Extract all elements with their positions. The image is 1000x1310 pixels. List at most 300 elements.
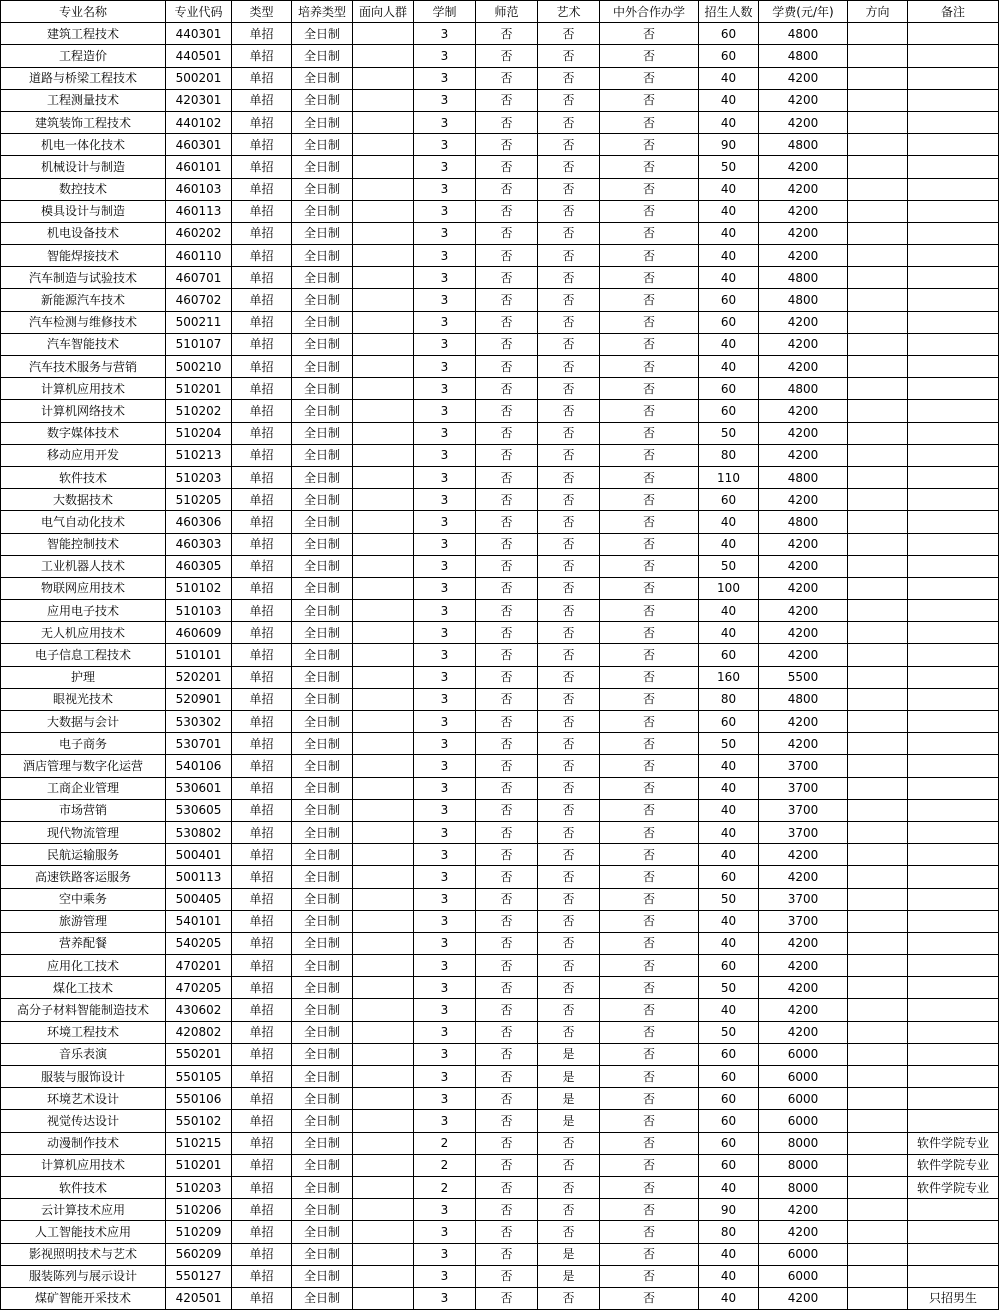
cell-training-type: 全日制 — [292, 1154, 353, 1176]
cell-training-type: 全日制 — [292, 622, 353, 644]
cell-sino-foreign: 否 — [600, 1176, 699, 1198]
cell-tuition: 4200 — [759, 356, 848, 378]
cell-major-code: 510206 — [166, 1199, 232, 1221]
cell-remarks — [908, 777, 999, 799]
cell-type: 单招 — [232, 311, 292, 333]
cell-remarks — [908, 311, 999, 333]
cell-enrollment: 60 — [699, 289, 759, 311]
cell-remarks — [908, 533, 999, 555]
cell-tuition: 4200 — [759, 200, 848, 222]
cell-type: 单招 — [232, 821, 292, 843]
cell-sino-foreign: 否 — [600, 799, 699, 821]
cell-target-group — [353, 67, 414, 89]
cell-enrollment: 60 — [699, 311, 759, 333]
header-major-code: 专业代码 — [166, 1, 232, 23]
cell-major-name: 工程测量技术 — [1, 89, 166, 111]
cell-type: 单招 — [232, 999, 292, 1021]
cell-target-group — [353, 777, 414, 799]
table-row — [1, 755, 999, 777]
cell-enrollment: 90 — [699, 1199, 759, 1221]
cell-major-code: 530802 — [166, 821, 232, 843]
cell-major-code: 540101 — [166, 910, 232, 932]
cell-art: 否 — [538, 1176, 600, 1198]
table-row — [1, 555, 999, 577]
cell-major-name: 动漫制作技术 — [1, 1132, 166, 1154]
cell-sino-foreign: 否 — [600, 1088, 699, 1110]
cell-target-group — [353, 1199, 414, 1221]
cell-major-code: 510213 — [166, 444, 232, 466]
cell-art: 否 — [538, 23, 600, 45]
cell-direction — [848, 733, 908, 755]
cell-target-group — [353, 245, 414, 267]
cell-training-type: 全日制 — [292, 1066, 353, 1088]
cell-type: 单招 — [232, 666, 292, 688]
table-row — [1, 666, 999, 688]
cell-art: 是 — [538, 1066, 600, 1088]
cell-art: 否 — [538, 932, 600, 954]
cell-training-type: 全日制 — [292, 666, 353, 688]
cell-normal-school: 否 — [476, 821, 538, 843]
cell-normal-school: 否 — [476, 289, 538, 311]
cell-remarks — [908, 577, 999, 599]
cell-duration: 3 — [414, 1043, 476, 1065]
cell-sino-foreign: 否 — [600, 289, 699, 311]
cell-enrollment: 40 — [699, 89, 759, 111]
cell-major-code: 470201 — [166, 955, 232, 977]
cell-major-name: 建筑装饰工程技术 — [1, 111, 166, 133]
cell-remarks: 软件学院专业 — [908, 1154, 999, 1176]
cell-major-name: 高分子材料智能制造技术 — [1, 999, 166, 1021]
cell-direction — [848, 1021, 908, 1043]
cell-enrollment: 40 — [699, 600, 759, 622]
cell-enrollment: 40 — [699, 511, 759, 533]
cell-enrollment: 40 — [699, 222, 759, 244]
cell-training-type: 全日制 — [292, 577, 353, 599]
cell-remarks — [908, 644, 999, 666]
cell-sino-foreign: 否 — [600, 1265, 699, 1287]
cell-type: 单招 — [232, 777, 292, 799]
cell-art: 是 — [538, 1043, 600, 1065]
cell-art: 否 — [538, 999, 600, 1021]
cell-normal-school: 否 — [476, 1021, 538, 1043]
cell-normal-school: 否 — [476, 400, 538, 422]
table-row — [1, 977, 999, 999]
cell-major-code: 510102 — [166, 577, 232, 599]
cell-training-type: 全日制 — [292, 733, 353, 755]
cell-art: 否 — [538, 489, 600, 511]
cell-remarks — [908, 711, 999, 733]
cell-training-type: 全日制 — [292, 1243, 353, 1265]
cell-training-type: 全日制 — [292, 267, 353, 289]
cell-duration: 3 — [414, 533, 476, 555]
cell-duration: 3 — [414, 311, 476, 333]
cell-major-name: 影视照明技术与艺术 — [1, 1243, 166, 1265]
cell-remarks — [908, 999, 999, 1021]
cell-direction — [848, 1110, 908, 1132]
cell-training-type: 全日制 — [292, 111, 353, 133]
cell-duration: 3 — [414, 489, 476, 511]
cell-major-name: 汽车技术服务与营销 — [1, 356, 166, 378]
cell-type: 单招 — [232, 111, 292, 133]
cell-training-type: 全日制 — [292, 511, 353, 533]
cell-duration: 3 — [414, 622, 476, 644]
cell-tuition: 4200 — [759, 932, 848, 954]
cell-art: 否 — [538, 977, 600, 999]
header-remarks: 备注 — [908, 1, 999, 23]
cell-sino-foreign: 否 — [600, 466, 699, 488]
cell-training-type: 全日制 — [292, 755, 353, 777]
cell-target-group — [353, 156, 414, 178]
cell-major-name: 煤矿智能开采技术 — [1, 1287, 166, 1309]
cell-duration: 3 — [414, 400, 476, 422]
cell-training-type: 全日制 — [292, 400, 353, 422]
cell-art: 否 — [538, 844, 600, 866]
cell-enrollment: 60 — [699, 1154, 759, 1176]
cell-major-code: 460101 — [166, 156, 232, 178]
cell-normal-school: 否 — [476, 1287, 538, 1309]
cell-enrollment: 40 — [699, 533, 759, 555]
cell-duration: 3 — [414, 866, 476, 888]
cell-direction — [848, 977, 908, 999]
cell-major-name: 音乐表演 — [1, 1043, 166, 1065]
cell-direction — [848, 1043, 908, 1065]
cell-tuition: 4200 — [759, 1021, 848, 1043]
cell-direction — [848, 511, 908, 533]
cell-direction — [848, 289, 908, 311]
cell-direction — [848, 200, 908, 222]
cell-target-group — [353, 1287, 414, 1309]
cell-art: 否 — [538, 289, 600, 311]
cell-tuition: 4200 — [759, 156, 848, 178]
cell-duration: 3 — [414, 955, 476, 977]
cell-target-group — [353, 688, 414, 710]
cell-target-group — [353, 444, 414, 466]
cell-remarks — [908, 1199, 999, 1221]
cell-target-group — [353, 666, 414, 688]
cell-type: 单招 — [232, 489, 292, 511]
cell-sino-foreign: 否 — [600, 821, 699, 843]
table-row — [1, 910, 999, 932]
cell-direction — [848, 1287, 908, 1309]
cell-tuition: 3700 — [759, 888, 848, 910]
cell-direction — [848, 134, 908, 156]
cell-major-name: 大数据与会计 — [1, 711, 166, 733]
header-type: 类型 — [232, 1, 292, 23]
cell-art: 否 — [538, 644, 600, 666]
cell-direction — [848, 999, 908, 1021]
table-row — [1, 955, 999, 977]
cell-target-group — [353, 1176, 414, 1198]
cell-type: 单招 — [232, 156, 292, 178]
table-row — [1, 1243, 999, 1265]
table-row — [1, 577, 999, 599]
cell-type: 单招 — [232, 400, 292, 422]
cell-sino-foreign: 否 — [600, 755, 699, 777]
cell-tuition: 4200 — [759, 1221, 848, 1243]
cell-major-name: 工程造价 — [1, 45, 166, 67]
cell-normal-school: 否 — [476, 23, 538, 45]
cell-type: 单招 — [232, 910, 292, 932]
cell-duration: 3 — [414, 156, 476, 178]
cell-training-type: 全日制 — [292, 200, 353, 222]
cell-remarks — [908, 955, 999, 977]
cell-remarks — [908, 134, 999, 156]
cell-sino-foreign: 否 — [600, 1021, 699, 1043]
cell-remarks — [908, 733, 999, 755]
cell-remarks — [908, 844, 999, 866]
cell-sino-foreign: 否 — [600, 844, 699, 866]
cell-remarks — [908, 1066, 999, 1088]
cell-tuition: 4200 — [759, 245, 848, 267]
cell-major-name: 机电一体化技术 — [1, 134, 166, 156]
cell-normal-school: 否 — [476, 134, 538, 156]
cell-major-name: 视觉传达设计 — [1, 1110, 166, 1132]
cell-major-code: 530605 — [166, 799, 232, 821]
cell-enrollment: 40 — [699, 821, 759, 843]
table-header — [1, 1, 999, 23]
cell-enrollment: 40 — [699, 333, 759, 355]
cell-training-type: 全日制 — [292, 711, 353, 733]
cell-enrollment: 60 — [699, 400, 759, 422]
cell-duration: 3 — [414, 821, 476, 843]
cell-tuition: 4800 — [759, 23, 848, 45]
cell-art: 否 — [538, 955, 600, 977]
cell-target-group — [353, 1110, 414, 1132]
cell-tuition: 6000 — [759, 1243, 848, 1265]
cell-enrollment: 40 — [699, 267, 759, 289]
table-row — [1, 466, 999, 488]
cell-duration: 3 — [414, 932, 476, 954]
cell-type: 单招 — [232, 600, 292, 622]
cell-normal-school: 否 — [476, 511, 538, 533]
cell-art: 否 — [538, 666, 600, 688]
cell-remarks — [908, 555, 999, 577]
cell-normal-school: 否 — [476, 222, 538, 244]
table-row — [1, 821, 999, 843]
cell-sino-foreign: 否 — [600, 688, 699, 710]
cell-duration: 3 — [414, 777, 476, 799]
cell-direction — [848, 245, 908, 267]
cell-normal-school: 否 — [476, 555, 538, 577]
cell-direction — [848, 1132, 908, 1154]
cell-training-type: 全日制 — [292, 356, 353, 378]
cell-tuition: 4200 — [759, 333, 848, 355]
cell-type: 单招 — [232, 799, 292, 821]
cell-art: 是 — [538, 1265, 600, 1287]
cell-type: 单招 — [232, 555, 292, 577]
cell-tuition: 4800 — [759, 378, 848, 400]
cell-sino-foreign: 否 — [600, 910, 699, 932]
cell-training-type: 全日制 — [292, 1110, 353, 1132]
cell-enrollment: 60 — [699, 23, 759, 45]
cell-training-type: 全日制 — [292, 134, 353, 156]
cell-training-type: 全日制 — [292, 178, 353, 200]
cell-sino-foreign: 否 — [600, 977, 699, 999]
cell-type: 单招 — [232, 688, 292, 710]
cell-art: 否 — [538, 511, 600, 533]
table-row — [1, 400, 999, 422]
cell-direction — [848, 799, 908, 821]
cell-duration: 3 — [414, 999, 476, 1021]
cell-target-group — [353, 267, 414, 289]
table-row — [1, 45, 999, 67]
cell-duration: 3 — [414, 600, 476, 622]
cell-direction — [848, 67, 908, 89]
cell-training-type: 全日制 — [292, 777, 353, 799]
table-row — [1, 111, 999, 133]
cell-tuition: 4200 — [759, 89, 848, 111]
cell-sino-foreign: 否 — [600, 333, 699, 355]
cell-target-group — [353, 466, 414, 488]
cell-direction — [848, 644, 908, 666]
cell-training-type: 全日制 — [292, 1265, 353, 1287]
cell-type: 单招 — [232, 45, 292, 67]
cell-enrollment: 40 — [699, 1243, 759, 1265]
cell-normal-school: 否 — [476, 866, 538, 888]
cell-art: 是 — [538, 1088, 600, 1110]
table-row — [1, 333, 999, 355]
cell-sino-foreign: 否 — [600, 777, 699, 799]
cell-duration: 3 — [414, 267, 476, 289]
cell-training-type: 全日制 — [292, 444, 353, 466]
cell-remarks: 软件学院专业 — [908, 1176, 999, 1198]
cell-remarks: 只招男生 — [908, 1287, 999, 1309]
cell-target-group — [353, 134, 414, 156]
cell-tuition: 6000 — [759, 1088, 848, 1110]
cell-target-group — [353, 1265, 414, 1287]
cell-remarks — [908, 932, 999, 954]
cell-sino-foreign: 否 — [600, 999, 699, 1021]
cell-duration: 3 — [414, 111, 476, 133]
cell-major-code: 500210 — [166, 356, 232, 378]
header-normal-school: 师范 — [476, 1, 538, 23]
cell-tuition: 4200 — [759, 866, 848, 888]
cell-major-name: 汽车制造与试验技术 — [1, 267, 166, 289]
cell-remarks — [908, 1043, 999, 1065]
cell-target-group — [353, 955, 414, 977]
cell-target-group — [353, 422, 414, 444]
table-row — [1, 23, 999, 45]
cell-remarks — [908, 245, 999, 267]
table-row — [1, 1132, 999, 1154]
cell-type: 单招 — [232, 1021, 292, 1043]
cell-enrollment: 40 — [699, 67, 759, 89]
cell-direction — [848, 333, 908, 355]
cell-sino-foreign: 否 — [600, 555, 699, 577]
cell-normal-school: 否 — [476, 89, 538, 111]
cell-sino-foreign: 否 — [600, 23, 699, 45]
cell-major-code: 530601 — [166, 777, 232, 799]
cell-major-code: 550102 — [166, 1110, 232, 1132]
table-row — [1, 222, 999, 244]
cell-training-type: 全日制 — [292, 1043, 353, 1065]
cell-tuition: 8000 — [759, 1154, 848, 1176]
cell-normal-school: 否 — [476, 844, 538, 866]
cell-sino-foreign: 否 — [600, 1287, 699, 1309]
cell-target-group — [353, 333, 414, 355]
table-row — [1, 888, 999, 910]
table-row — [1, 600, 999, 622]
cell-major-code: 520901 — [166, 688, 232, 710]
cell-duration: 3 — [414, 688, 476, 710]
cell-training-type: 全日制 — [292, 156, 353, 178]
cell-duration: 3 — [414, 1287, 476, 1309]
cell-enrollment: 90 — [699, 134, 759, 156]
cell-normal-school: 否 — [476, 644, 538, 666]
cell-major-name: 工业机器人技术 — [1, 555, 166, 577]
cell-enrollment: 60 — [699, 866, 759, 888]
cell-duration: 3 — [414, 1110, 476, 1132]
table-row — [1, 688, 999, 710]
cell-enrollment: 80 — [699, 688, 759, 710]
table-row — [1, 844, 999, 866]
cell-remarks — [908, 1088, 999, 1110]
cell-tuition: 4200 — [759, 311, 848, 333]
table-row — [1, 200, 999, 222]
cell-direction — [848, 555, 908, 577]
cell-art: 否 — [538, 711, 600, 733]
cell-normal-school: 否 — [476, 711, 538, 733]
table-row — [1, 511, 999, 533]
cell-sino-foreign: 否 — [600, 245, 699, 267]
cell-enrollment: 50 — [699, 888, 759, 910]
cell-art: 否 — [538, 888, 600, 910]
cell-normal-school: 否 — [476, 489, 538, 511]
header-direction: 方向 — [848, 1, 908, 23]
cell-major-name: 道路与桥梁工程技术 — [1, 67, 166, 89]
table-row — [1, 1199, 999, 1221]
cell-duration: 3 — [414, 444, 476, 466]
cell-normal-school: 否 — [476, 755, 538, 777]
cell-major-code: 460110 — [166, 245, 232, 267]
cell-normal-school: 否 — [476, 977, 538, 999]
cell-type: 单招 — [232, 200, 292, 222]
cell-direction — [848, 378, 908, 400]
cell-enrollment: 80 — [699, 1221, 759, 1243]
cell-normal-school: 否 — [476, 1110, 538, 1132]
cell-major-name: 数字媒体技术 — [1, 422, 166, 444]
cell-major-code: 430602 — [166, 999, 232, 1021]
cell-sino-foreign: 否 — [600, 1043, 699, 1065]
cell-major-code: 550106 — [166, 1088, 232, 1110]
cell-normal-school: 否 — [476, 1221, 538, 1243]
cell-direction — [848, 600, 908, 622]
cell-enrollment: 160 — [699, 666, 759, 688]
cell-training-type: 全日制 — [292, 222, 353, 244]
cell-enrollment: 40 — [699, 999, 759, 1021]
cell-duration: 3 — [414, 666, 476, 688]
cell-direction — [848, 45, 908, 67]
cell-duration: 3 — [414, 45, 476, 67]
cell-direction — [848, 1243, 908, 1265]
cell-remarks — [908, 910, 999, 932]
cell-major-name: 移动应用开发 — [1, 444, 166, 466]
cell-tuition: 4200 — [759, 999, 848, 1021]
cell-sino-foreign: 否 — [600, 267, 699, 289]
cell-remarks — [908, 622, 999, 644]
cell-duration: 3 — [414, 1221, 476, 1243]
cell-major-code: 510205 — [166, 489, 232, 511]
cell-normal-school: 否 — [476, 777, 538, 799]
cell-remarks: 软件学院专业 — [908, 1132, 999, 1154]
header-row — [1, 1, 999, 23]
cell-target-group — [353, 711, 414, 733]
table-row — [1, 489, 999, 511]
cell-training-type: 全日制 — [292, 1287, 353, 1309]
cell-duration: 3 — [414, 511, 476, 533]
cell-enrollment: 40 — [699, 356, 759, 378]
table-row — [1, 356, 999, 378]
